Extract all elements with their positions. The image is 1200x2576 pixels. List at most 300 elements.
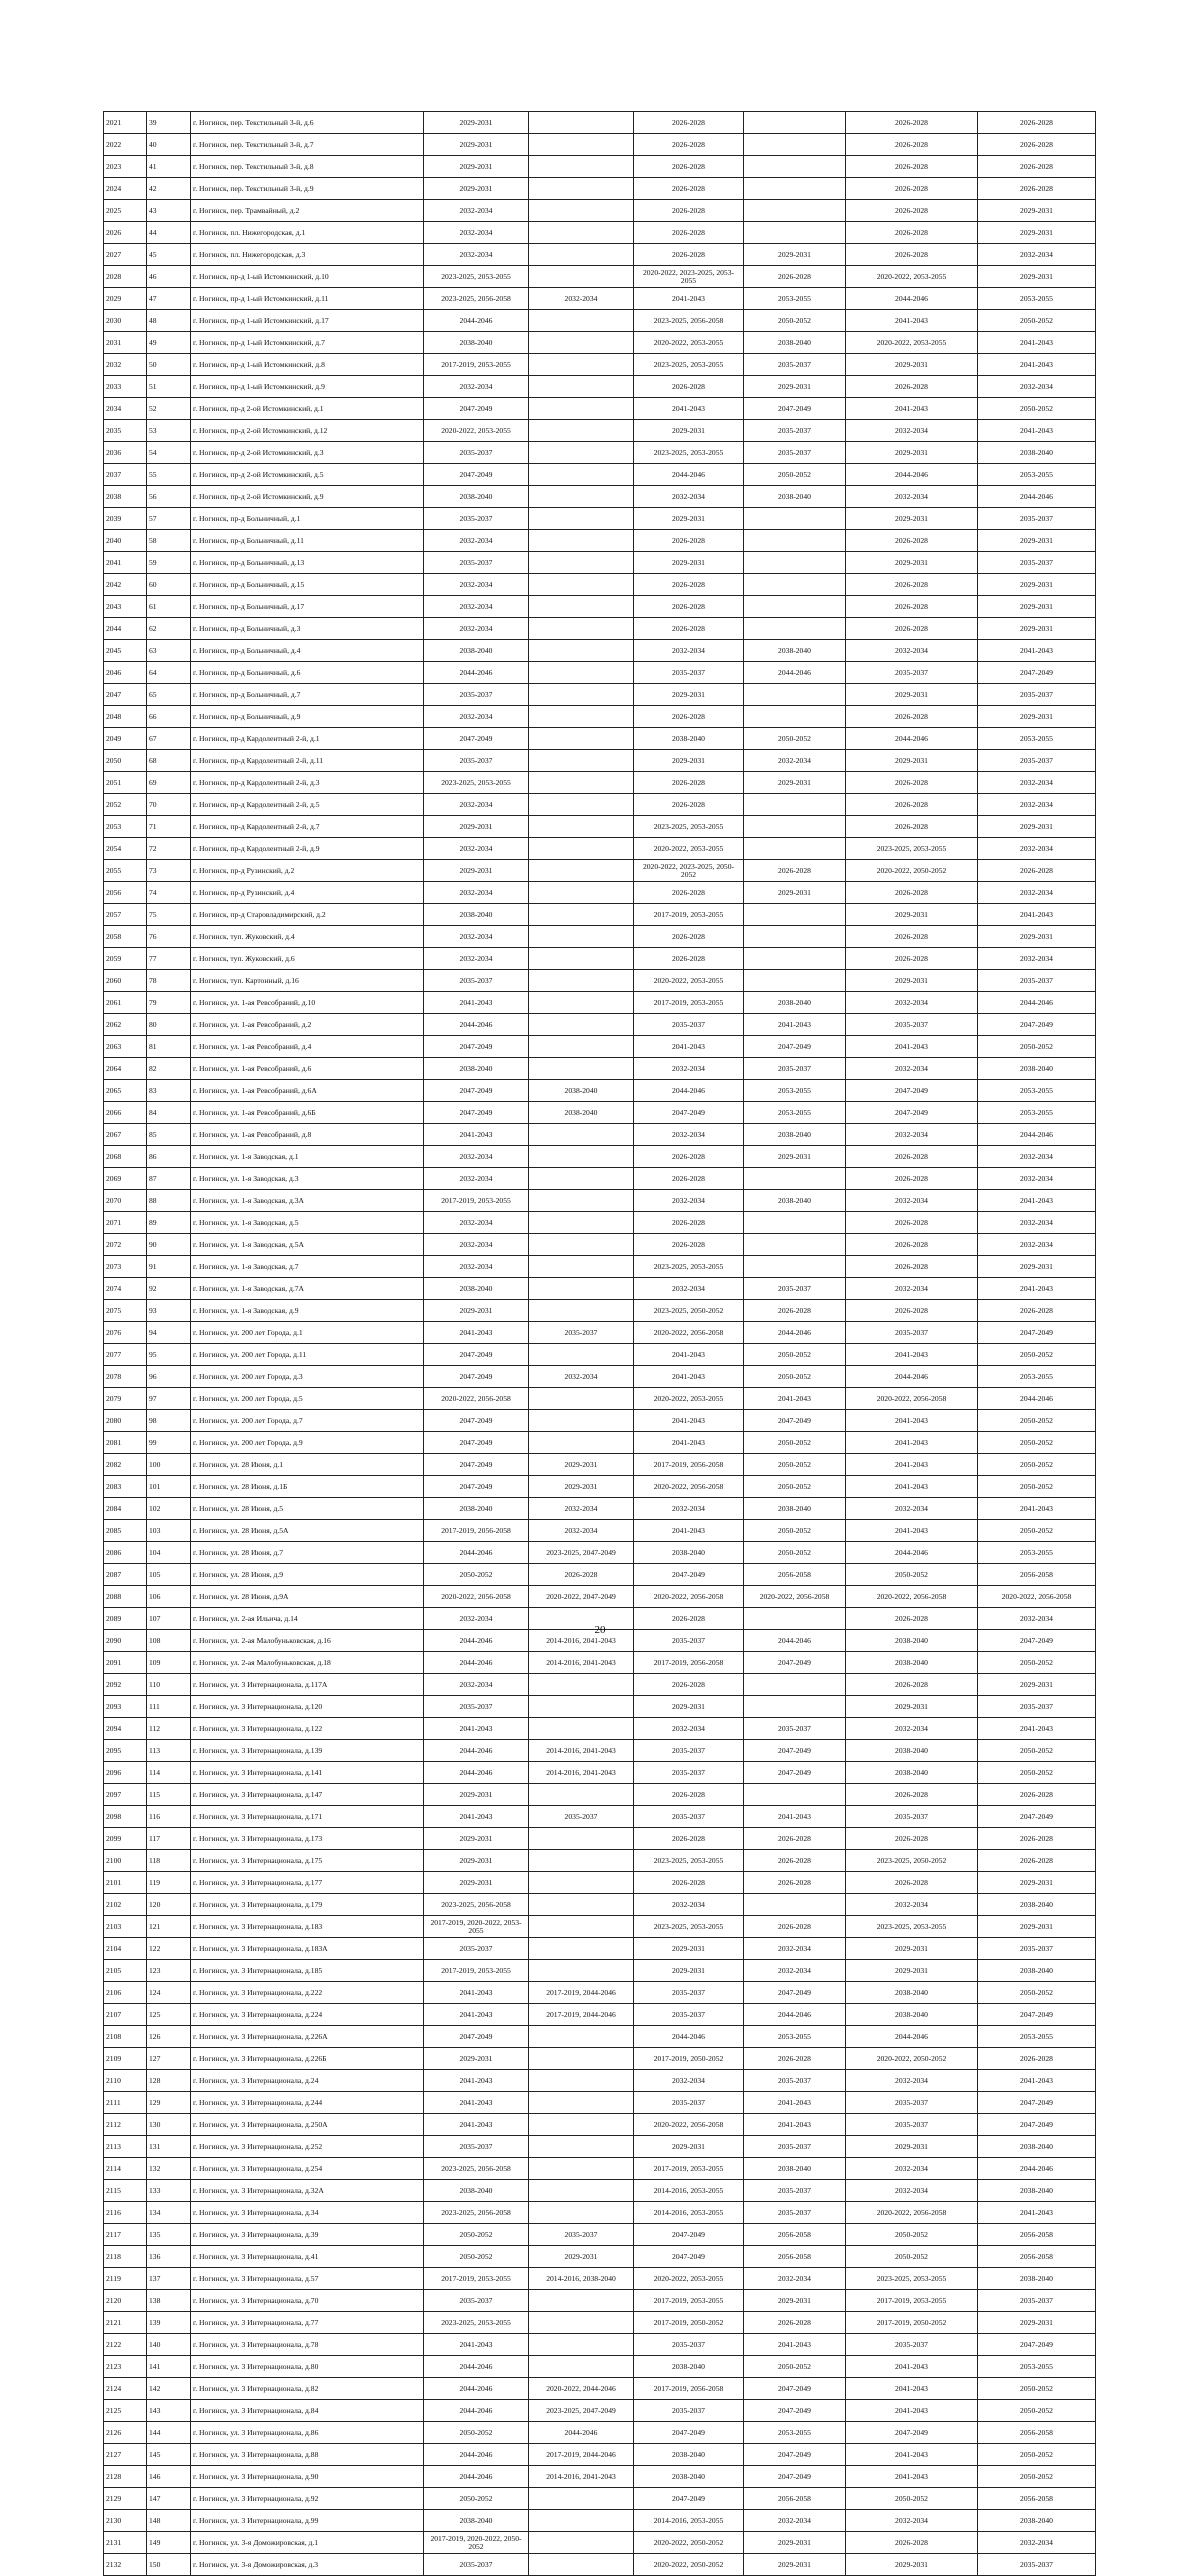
table-cell [529,860,634,882]
table-row [104,1454,1096,1476]
table-cell: 2029-2031 [846,354,978,376]
table-cell: 2026-2028 [634,112,744,134]
table-cell: 2041-2043 [634,1344,744,1366]
table-row [104,1520,1096,1542]
table-cell: 2120 [104,2290,147,2312]
table-cell: 2050-2052 [744,464,846,486]
table-cell: 2033 [104,376,147,398]
table-cell: 2044-2046 [424,1740,529,1762]
table-cell [744,530,846,552]
table-cell [744,926,846,948]
table-cell: г. Ногинск, ул. 3 Интернационала, д.224 [191,2004,424,2026]
table-cell: г. Ногинск, пр-д 2-ой Истомкинский, д.5 [191,464,424,486]
table-cell [529,1278,634,1300]
table-row [104,2444,1096,2466]
table-cell [744,1674,846,1696]
table-cell: 2026-2028 [846,926,978,948]
table-cell: 2032-2034 [424,574,529,596]
table-cell: 2029-2031 [424,178,529,200]
table-cell: г. Ногинск, ул. 3 Интернационала, д.185 [191,1960,424,1982]
table-cell: 2124 [104,2378,147,2400]
table-row [104,1212,1096,1234]
table-cell: 2029-2031 [744,772,846,794]
table-cell: г. Ногинск, ул. 1-я Заводская, д.3А [191,1190,424,1212]
table-cell: 2020-2022, 2056-2058 [634,1476,744,1498]
table-cell: 2038 [104,486,147,508]
table-cell: 2047-2049 [424,1476,529,1498]
table-cell: г. Ногинск, пр-д 2-ой Истомкинский, д.1 [191,398,424,420]
table-cell: 2029 [104,288,147,310]
table-cell: 45 [147,244,191,266]
table-cell: 2032-2034 [846,2070,978,2092]
table-cell: г. Ногинск, ул. 1-ая Ревсобраний, д.2 [191,1014,424,1036]
table-cell: 2017-2019, 2053-2055 [634,992,744,1014]
table-cell: 2014-2016, 2041-2043 [529,1630,634,1652]
table-cell [529,728,634,750]
table-row [104,684,1096,706]
table-cell [744,112,846,134]
table-row [104,1652,1096,1674]
table-cell: 2047-2049 [424,1344,529,1366]
table-cell [529,2136,634,2158]
table-cell: 2029-2031 [846,2136,978,2158]
table-cell: 91 [147,1256,191,1278]
table-cell [744,904,846,926]
table-row [104,2268,1096,2290]
table-cell [744,684,846,706]
table-cell: г. Ногинск, пр-д Кардолентный 2-й, д.9 [191,838,424,860]
table-cell: г. Ногинск, ул. 2-ая Малобуньковская, д.16 [191,1630,424,1652]
table-cell [529,882,634,904]
table-cell: 63 [147,640,191,662]
table-cell: г. Ногинск, пр-д Больничный, д.15 [191,574,424,596]
table-cell: г. Ногинск, пр-д Больничный, д.13 [191,552,424,574]
table-cell: 60 [147,574,191,596]
table-cell: 2043 [104,596,147,618]
table-cell: 2105 [104,1960,147,1982]
table-cell: 2029-2031 [744,2290,846,2312]
table-cell [529,1036,634,1058]
table-cell: 119 [147,1872,191,1894]
table-cell: 2038-2040 [846,1762,978,1784]
table-cell: 2059 [104,948,147,970]
table-cell [529,354,634,376]
table-cell: 2032-2034 [846,486,978,508]
table-cell [529,1960,634,1982]
table-cell: 2123 [104,2356,147,2378]
table-row [104,1102,1096,1124]
table-cell: 2047-2049 [424,1366,529,1388]
table-row [104,1432,1096,1454]
table-cell: 2023-2025, 2053-2055 [634,1256,744,1278]
table-cell: 2038-2040 [978,2510,1096,2532]
table-row [104,1366,1096,1388]
table-cell: 2020-2022, 2023-2025, 2050-2052 [634,860,744,882]
table-cell: 2050-2052 [978,1982,1096,2004]
table-cell: 2088 [104,1586,147,1608]
table-cell: 2047-2049 [744,1982,846,2004]
table-cell: 2023-2025, 2053-2055 [634,442,744,464]
table-cell: 2032-2034 [846,1498,978,1520]
table-cell: 2047-2049 [424,728,529,750]
table-cell: 2041-2043 [744,2114,846,2136]
table-cell [529,1146,634,1168]
table-cell: 2032-2034 [846,1124,978,1146]
table-cell: 2047-2049 [978,1806,1096,1828]
table-cell: 2017-2019, 2056-2058 [634,1454,744,1476]
table-cell: 2112 [104,2114,147,2136]
table-cell: 2041-2043 [744,1014,846,1036]
table-cell: 2035-2037 [424,684,529,706]
table-cell: 2053 [104,816,147,838]
table-cell: 2032-2034 [634,1498,744,1520]
table-row [104,1256,1096,1278]
table-cell: 2035-2037 [978,552,1096,574]
table-cell: 2026-2028 [634,574,744,596]
table-cell [529,2070,634,2092]
table-cell: 2050-2052 [978,1036,1096,1058]
table-cell: 103 [147,1520,191,1542]
table-cell: г. Ногинск, ул. 1-ая Ревсобраний, д.6А [191,1080,424,1102]
table-cell: 2017-2019, 2053-2055 [424,1960,529,1982]
table-cell: 2092 [104,1674,147,1696]
table-cell: 80 [147,1014,191,1036]
table-cell: 2026-2028 [846,1784,978,1806]
table-cell: 81 [147,1036,191,1058]
table-cell: 2053-2055 [978,1366,1096,1388]
table-cell: 2104 [104,1938,147,1960]
table-row [104,134,1096,156]
table-cell [529,1872,634,1894]
table-row [104,332,1096,354]
table-cell [529,794,634,816]
table-cell [529,684,634,706]
table-cell: 2038-2040 [744,1124,846,1146]
table-cell: 2041-2043 [846,1520,978,1542]
table-cell: 2017-2019, 2053-2055 [634,2290,744,2312]
table-cell: 2020-2022, 2050-2052 [634,2554,744,2576]
table-cell: 2026-2028 [846,794,978,816]
table-cell: 2017-2019, 2050-2052 [846,2312,978,2334]
table-cell: 2032-2034 [846,420,978,442]
table-cell: 2032-2034 [634,1718,744,1740]
table-cell: 71 [147,816,191,838]
table-row [104,2026,1096,2048]
table-cell: 2029-2031 [424,816,529,838]
table-cell: г. Ногинск, пр-д Кардолентный 2-й, д.5 [191,794,424,816]
table-cell: 2029-2031 [846,508,978,530]
table-cell: 2017-2019, 2053-2055 [634,2158,744,2180]
table-cell: 52 [147,398,191,420]
table-row [104,948,1096,970]
table-cell: 2041-2043 [978,420,1096,442]
table-cell: 2047-2049 [744,2466,846,2488]
table-cell: 2119 [104,2268,147,2290]
table-cell: г. Ногинск, ул. 3 Интернационала, д.252 [191,2136,424,2158]
table-cell [529,2488,634,2510]
table-cell: 2017-2019, 2044-2046 [529,1982,634,2004]
table-cell: 57 [147,508,191,530]
table-cell: 2044-2046 [846,288,978,310]
table-cell: 2035-2037 [424,508,529,530]
table-cell: 73 [147,860,191,882]
table-cell: 2035-2037 [846,1806,978,1828]
table-cell: 2047-2049 [978,662,1096,684]
table-cell: 2050-2052 [978,2466,1096,2488]
table-cell: 121 [147,1916,191,1938]
table-cell: 2050-2052 [744,1344,846,1366]
table-cell: 2106 [104,1982,147,2004]
table-cell: 2038-2040 [846,1740,978,1762]
table-cell: г. Ногинск, ул. 3 Интернационала, д.175 [191,1850,424,1872]
table-cell: 2050-2052 [424,2246,529,2268]
table-cell: 2035-2037 [744,2070,846,2092]
table-cell: 2055 [104,860,147,882]
table-cell: 2035-2037 [978,1696,1096,1718]
table-cell: 2044-2046 [424,1014,529,1036]
table-cell: 2026-2028 [744,1916,846,1938]
table-cell: 58 [147,530,191,552]
table-cell: 2023-2025, 2047-2049 [529,1542,634,1564]
table-cell: 2032-2034 [424,596,529,618]
schedule-table-page [103,111,1095,2576]
table-cell: 2026-2028 [744,1828,846,1850]
table-cell: 43 [147,200,191,222]
table-cell: 2041-2043 [424,1322,529,1344]
table-cell: 2079 [104,1388,147,1410]
table-cell [744,552,846,574]
table-cell: 2041-2043 [634,1036,744,1058]
table-cell: 2029-2031 [634,750,744,772]
table-cell: 2029-2031 [978,1872,1096,1894]
table-row [104,1058,1096,1080]
table-cell: г. Ногинск, пр-д Больничный, д.3 [191,618,424,640]
table-cell: 2032-2034 [978,1168,1096,1190]
table-row [104,2422,1096,2444]
table-cell: 2050-2052 [744,1366,846,1388]
table-cell [529,596,634,618]
table-cell: 2020-2022, 2050-2052 [634,2532,744,2554]
table-cell: 2047-2049 [744,2444,846,2466]
table-cell: 2044-2046 [744,1322,846,1344]
table-cell: 2041-2043 [744,1388,846,1410]
table-cell: 2047 [104,684,147,706]
table-cell: 2041-2043 [846,2356,978,2378]
table-cell: 2044-2046 [978,1388,1096,1410]
table-cell: 2053-2055 [978,1102,1096,1124]
table-cell [744,794,846,816]
table-cell [529,640,634,662]
table-cell: 2035-2037 [634,1014,744,1036]
table-cell: 2116 [104,2202,147,2224]
table-cell: 2035 [104,420,147,442]
table-cell: 2108 [104,2026,147,2048]
table-cell: 2038-2040 [529,1080,634,1102]
table-cell: 2038-2040 [634,2466,744,2488]
table-cell: 2032-2034 [424,1256,529,1278]
table-cell: 2035-2037 [634,1982,744,2004]
table-cell: 112 [147,1718,191,1740]
table-cell: 70 [147,794,191,816]
table-cell: 2026-2028 [846,244,978,266]
table-cell: 2026-2028 [978,2048,1096,2070]
table-cell: 2026-2028 [846,1674,978,1696]
table-cell: 2026-2028 [744,2312,846,2334]
table-cell: 2020-2022, 2056-2058 [846,2202,978,2224]
table-cell: 2026-2028 [846,376,978,398]
table-cell: 2047-2049 [424,1410,529,1432]
table-cell: 2041-2043 [846,2400,978,2422]
table-cell: 2057 [104,904,147,926]
table-row [104,2466,1096,2488]
table-cell: 105 [147,1564,191,1586]
table-cell: 2029-2031 [846,684,978,706]
table-cell: 2041-2043 [424,2070,529,2092]
table-cell: 83 [147,1080,191,1102]
table-cell: 2047-2049 [744,2400,846,2422]
table-cell: 2029-2031 [978,266,1096,288]
table-cell: 99 [147,1432,191,1454]
table-row [104,2532,1096,2554]
table-cell: 90 [147,1234,191,1256]
table-cell: 2029-2031 [529,2246,634,2268]
table-cell: 2072 [104,1234,147,1256]
table-cell [744,1894,846,1916]
table-cell [529,1696,634,1718]
table-cell: 2050-2052 [424,2488,529,2510]
table-cell: 2070 [104,1190,147,1212]
table-cell: 2056-2058 [744,2246,846,2268]
table-cell [529,1410,634,1432]
table-cell: 2020-2022, 2053-2055 [634,332,744,354]
table-cell: 2041-2043 [424,1982,529,2004]
table-row [104,794,1096,816]
table-cell: 2032-2034 [978,838,1096,860]
table-row [104,1564,1096,1586]
table-cell: 2035-2037 [744,442,846,464]
table-cell: 2041-2043 [978,2070,1096,2092]
table-cell: 2041 [104,552,147,574]
table-cell: 2029-2031 [846,970,978,992]
table-cell: 2023-2025, 2053-2055 [634,354,744,376]
table-cell: 126 [147,2026,191,2048]
table-cell: г. Ногинск, ул. 28 Июня, д.9 [191,1564,424,1586]
table-cell: 102 [147,1498,191,1520]
table-cell: 2075 [104,1300,147,1322]
table-row [104,2004,1096,2026]
table-cell: 2056-2058 [978,2224,1096,2246]
table-cell: г. Ногинск, ул. 3 Интернационала, д.226Б [191,2048,424,2070]
table-cell: 2023-2025, 2053-2055 [424,266,529,288]
table-cell: 2041-2043 [846,1344,978,1366]
table-cell: г. Ногинск, ул. 3 Интернационала, д.179 [191,1894,424,1916]
table-cell [529,2026,634,2048]
table-cell [529,2202,634,2224]
table-cell: 114 [147,1762,191,1784]
table-cell: 2026 [104,222,147,244]
table-cell: 2044-2046 [846,464,978,486]
table-cell: 2035-2037 [424,1696,529,1718]
table-row [104,1916,1096,1938]
table-cell: 2050-2052 [978,1476,1096,1498]
table-cell: 2020-2022, 2056-2058 [424,1388,529,1410]
table-cell [529,706,634,728]
table-cell: 2047-2049 [424,1432,529,1454]
table-cell [529,948,634,970]
table-row [104,310,1096,332]
table-cell: 140 [147,2334,191,2356]
table-row [104,1982,1096,2004]
table-cell: 66 [147,706,191,728]
table-cell [529,1300,634,1322]
table-cell: г. Ногинск, ул. 3 Интернационала, д.171 [191,1806,424,1828]
table-cell: 2101 [104,1872,147,1894]
table-cell: 128 [147,2070,191,2092]
table-cell: 2035-2037 [634,1740,744,1762]
table-cell: 2035-2037 [978,2554,1096,2576]
table-cell: 2029-2031 [978,222,1096,244]
table-cell: 2090 [104,1630,147,1652]
table-cell: 2047-2049 [424,1036,529,1058]
table-row [104,574,1096,596]
table-cell: 142 [147,2378,191,2400]
table-cell: 129 [147,2092,191,2114]
table-cell: 2035-2037 [634,2004,744,2026]
table-cell: 2026-2028 [634,794,744,816]
table-cell: г. Ногинск, ул. 200 лет Города, д.11 [191,1344,424,1366]
table-cell [529,420,634,442]
table-row [104,816,1096,838]
table-cell [529,310,634,332]
table-row [104,2290,1096,2312]
table-cell: 2032-2034 [744,750,846,772]
table-row [104,530,1096,552]
table-cell: 2026-2028 [846,2532,978,2554]
table-cell: г. Ногинск, пр-д Больничный, д.6 [191,662,424,684]
table-cell: 2026-2028 [846,1146,978,1168]
table-cell: 2053-2055 [744,1080,846,1102]
table-cell: 2044-2046 [424,2444,529,2466]
table-cell: г. Ногинск, ул. 3 Интернационала, д.88 [191,2444,424,2466]
table-cell: 2044-2046 [744,662,846,684]
table-cell [529,1938,634,1960]
table-cell: 134 [147,2202,191,2224]
table-cell: 2023-2025, 2050-2052 [634,1300,744,1322]
table-cell: 2035-2037 [634,2400,744,2422]
table-cell: 2017-2019, 2053-2055 [424,2268,529,2290]
table-cell: 2038-2040 [978,2268,1096,2290]
table-cell: 2026-2028 [744,1300,846,1322]
table-cell: 2023-2025, 2053-2055 [424,2312,529,2334]
table-cell: 2032-2034 [424,1146,529,1168]
table-cell: 2074 [104,1278,147,1300]
table-row [104,1476,1096,1498]
table-cell: 42 [147,178,191,200]
table-cell: 130 [147,2114,191,2136]
table-cell: 2132 [104,2554,147,2576]
table-cell: 2035-2037 [424,750,529,772]
table-row [104,1014,1096,1036]
table-cell: 2050-2052 [744,1454,846,1476]
table-cell: г. Ногинск, пр-д Больничный, д.4 [191,640,424,662]
table-cell: 2017-2019, 2056-2058 [634,2378,744,2400]
table-cell: 2032-2034 [424,1674,529,1696]
table-cell: 2032-2034 [846,1190,978,1212]
table-cell: 2026-2028 [744,1872,846,1894]
table-cell: г. Ногинск, пр-д Кардолентный 2-й, д.7 [191,816,424,838]
table-cell [529,508,634,530]
table-cell: г. Ногинск, пр-д Рузинский, д.2 [191,860,424,882]
